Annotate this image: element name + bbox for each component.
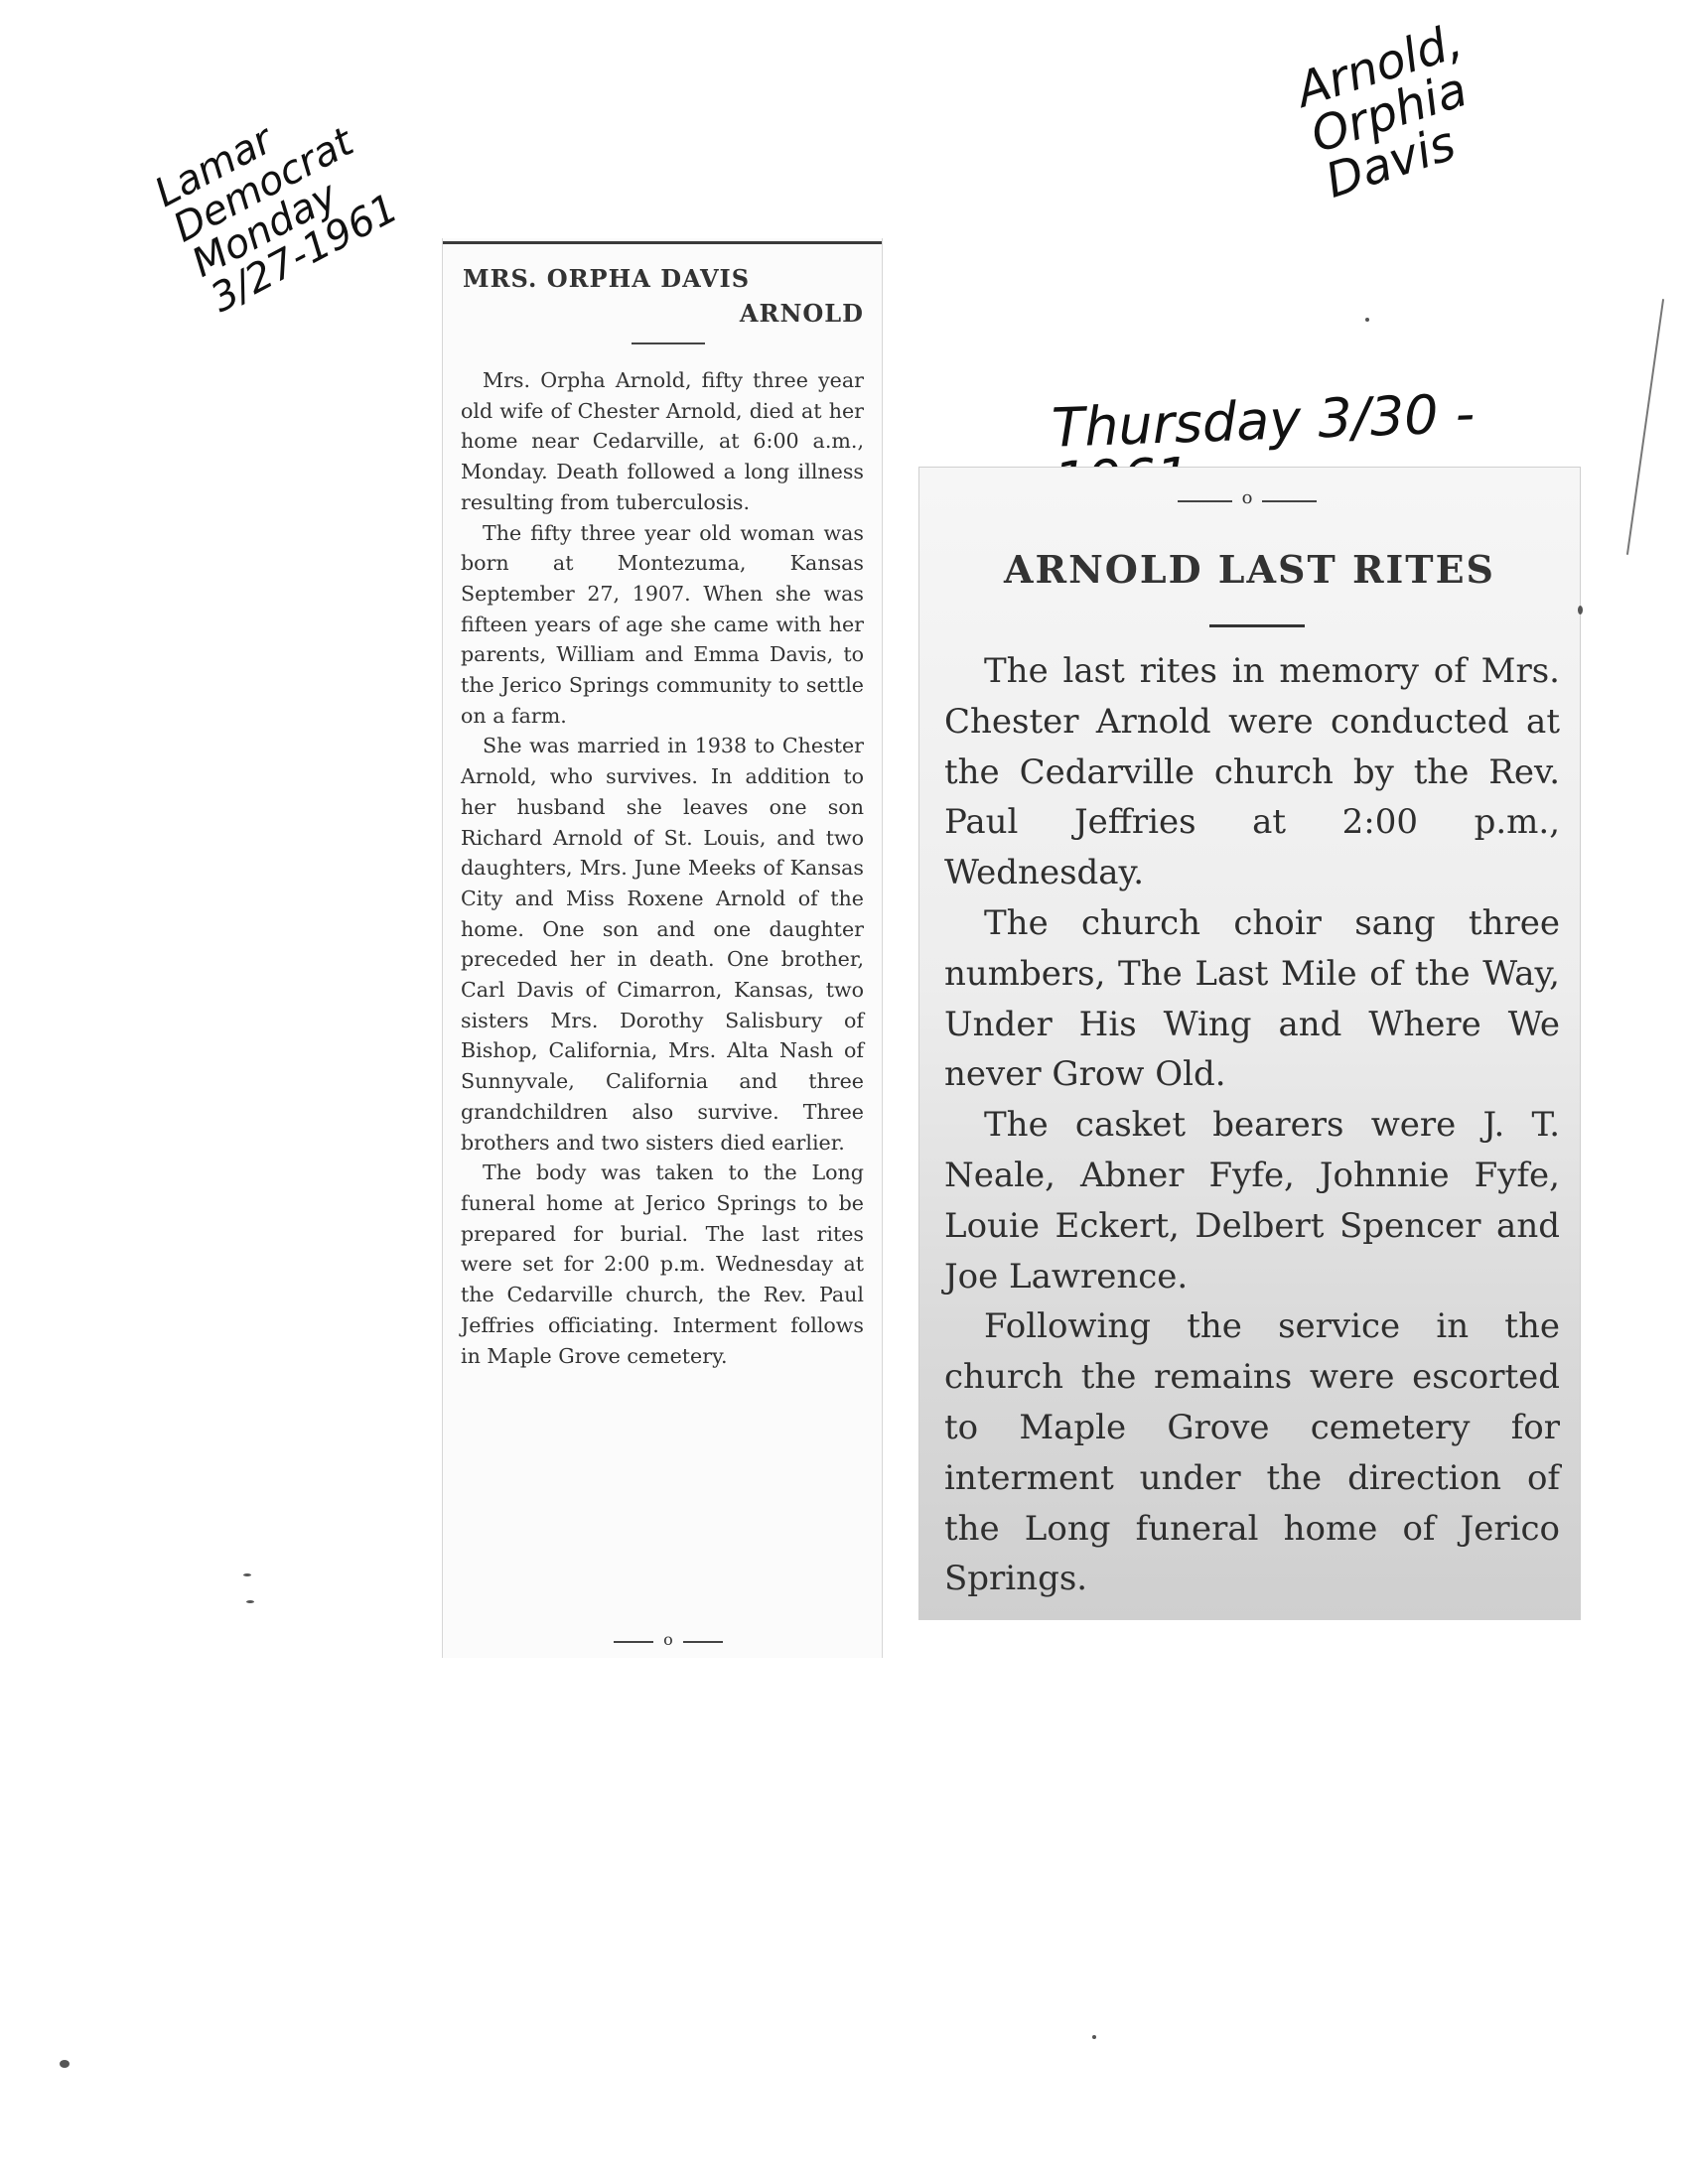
last-rites-clipping bbox=[918, 467, 1581, 1620]
heading-divider bbox=[632, 342, 705, 344]
scan-speck bbox=[60, 2060, 70, 2068]
scan-speck bbox=[1578, 606, 1583, 614]
obituary-body bbox=[461, 365, 864, 1371]
scan-speck bbox=[243, 1573, 251, 1576]
top-mark: o bbox=[1178, 487, 1317, 511]
end-mark: o bbox=[614, 1630, 723, 1650]
obituary-paragraph: The body was taken to the Long funeral home at Jerico Springs to be prepared for burial. The last rites were set for 2:00 p.m. Wednesday at the Cedarville church, the Rev. Paul Jeffries officiating. Interment follows in Maple Grove cemetery. bbox=[461, 1160, 864, 1368]
obituary-paragraph: The fifty three year old woman was born at Montezuma, Kansas September 27, 1907. When she was fifteen years of age she came with her parents, William and Emma Davis, to the Jerico Springs community to settle on a farm. bbox=[461, 520, 864, 728]
last-rites-paragraph: Following the service in the church the remains were escorted to Maple Grove cemetery for interment under the direction of the Long funeral home of Jerico Springs. bbox=[944, 1306, 1560, 1599]
obituary-heading bbox=[463, 264, 864, 328]
handwritten-source-note: Lamar Democrat Monday 3/27-1961 bbox=[147, 116, 406, 322]
obituary-heading-line1: MRS. ORPHA DAVIS bbox=[463, 264, 751, 293]
obituary-clipping bbox=[442, 238, 883, 1658]
handwritten-date-note: Thursday 3/30 - bbox=[1051, 381, 1477, 460]
last-rites-paragraph: The casket bearers were J. T. Neale, Abner Fyfe, Johnnie Fyfe, Louie Eckert, Delbert Spencer and Joe Lawrence. bbox=[944, 1105, 1560, 1297]
heading-divider bbox=[1209, 624, 1305, 627]
last-rites-body bbox=[944, 646, 1560, 1604]
scan-speck bbox=[246, 1600, 254, 1603]
obituary-paragraph: Mrs. Orpha Arnold, fifty three year old wife of Chester Arnold, died at her home near Cedarville, at 6:00 a.m., Monday. Death followed a long illness resulting from tuberculosis. bbox=[461, 368, 864, 514]
obituary-heading-line2: ARNOLD bbox=[739, 299, 864, 328]
scan-speck bbox=[1365, 318, 1369, 322]
last-rites-paragraph: The last rites in memory of Mrs. Chester Arnold were conducted at the Cedarville church by the Rev. Paul Jeffries at 2:00 p.m., Wednesday. bbox=[944, 651, 1560, 893]
handwritten-name-note: Arnold, Orphia Davis bbox=[1289, 13, 1475, 209]
scan-speck bbox=[1092, 2035, 1096, 2039]
scan-edge-line bbox=[1626, 299, 1664, 555]
top-rule bbox=[443, 241, 882, 244]
last-rites-heading: ARNOLD LAST RITES bbox=[1004, 547, 1495, 592]
last-rites-paragraph: The church choir sang three numbers, The Last Mile of the Way, Under His Wing and Where We never Grow Old. bbox=[944, 902, 1560, 1095]
obituary-paragraph: She was married in 1938 to Chester Arnold, who survives. In addition to her husband she leaves one son Richard Arnold of St. Louis, and two daughters, Mrs. June Meeks of Kansas City and Miss Roxene Arnold of the home. One son and one daughter preceded her in death. One brother, Carl Davis of Cimarron, Kansas, two sisters Mrs. Dorothy Salisbury of Bishop, California, Mrs. Alta Nash of Sunnyvale, California and three grandchildren also survive. Three brothers and two sisters died earlier. bbox=[461, 734, 864, 1155]
